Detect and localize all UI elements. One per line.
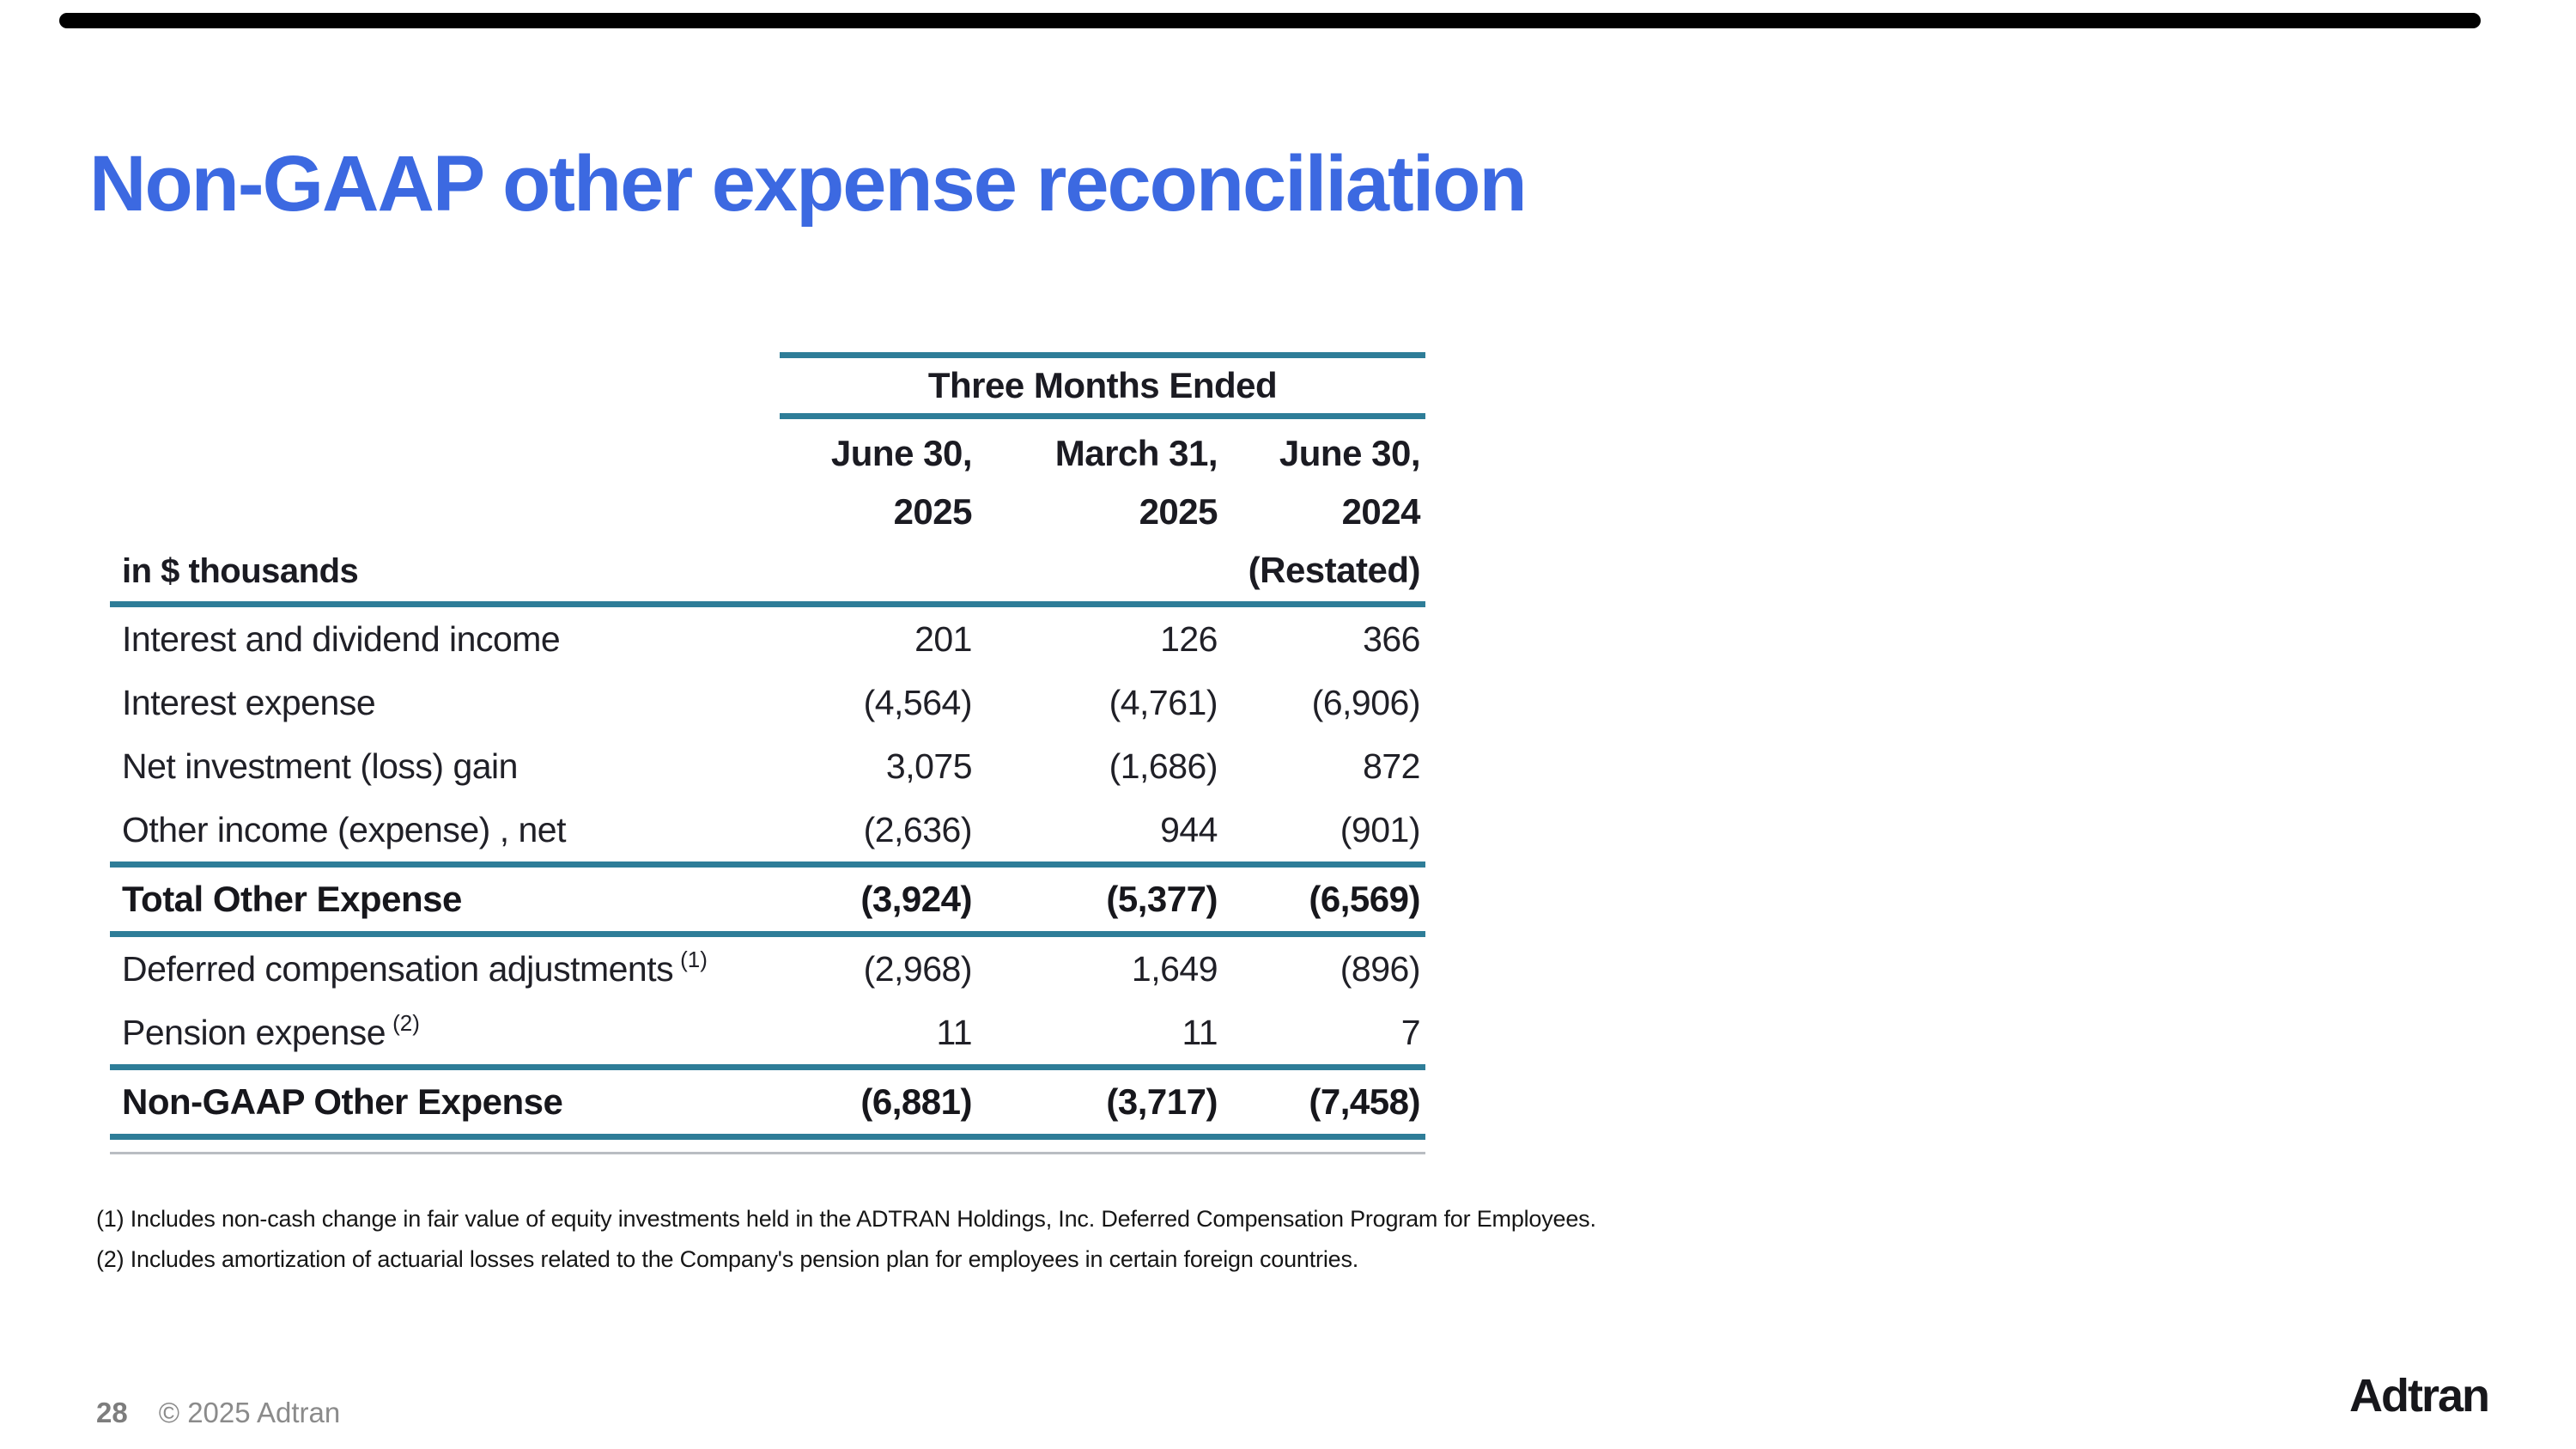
row-label-text: Other income (expense) , net xyxy=(122,809,566,849)
cell-value: (4,761) xyxy=(1109,682,1218,722)
cell-value: 11 xyxy=(936,1012,972,1052)
row-label xyxy=(110,946,780,989)
table-row xyxy=(110,1070,1425,1134)
row-label xyxy=(110,746,780,787)
divider xyxy=(780,413,1425,419)
cell-value: (901) xyxy=(1340,809,1420,849)
table-row xyxy=(110,1001,1425,1064)
column-header-line: (Restated) xyxy=(1248,550,1420,590)
column-header-line: June 30, xyxy=(830,433,972,473)
cell-value: (896) xyxy=(1340,948,1420,989)
copyright-text: © 2025 Adtran xyxy=(158,1397,341,1428)
cell-value: 7 xyxy=(1400,1012,1420,1052)
column-header-line: 2025 xyxy=(893,491,972,532)
divider xyxy=(110,601,1425,607)
footnote-2: (2) Includes amortization of actuarial losses related to the Company's pension plan for employees in certain foreign countries. xyxy=(96,1246,1359,1272)
divider xyxy=(110,931,1425,937)
cell-value: (2,968) xyxy=(863,948,972,989)
row-label xyxy=(110,1009,780,1053)
top-bar xyxy=(59,13,2481,28)
cell-value: (1,686) xyxy=(1109,746,1218,786)
table-row xyxy=(110,671,1425,734)
page-number: 28 xyxy=(96,1397,128,1428)
column-header-line xyxy=(780,541,972,600)
cell-value: (5,377) xyxy=(1106,879,1218,919)
row-label-text: Pension expense xyxy=(122,1012,386,1052)
footnote-marker: (1) xyxy=(680,946,708,972)
footnote-marker: (2) xyxy=(392,1009,420,1036)
slide-footer xyxy=(96,1397,340,1429)
column-header-line: June 30, xyxy=(1279,433,1420,473)
cell-value: (6,906) xyxy=(1311,682,1420,722)
table-row xyxy=(110,607,1425,671)
cell-value: 1,649 xyxy=(1131,948,1218,989)
row-label xyxy=(110,683,780,723)
cell-value: 366 xyxy=(1363,618,1420,659)
row-label xyxy=(110,810,780,850)
divider xyxy=(110,1064,1425,1070)
cell-value: (3,924) xyxy=(860,879,972,919)
table-row xyxy=(110,734,1425,798)
row-label-text: Net investment (loss) gain xyxy=(122,746,518,786)
column-header-line xyxy=(977,541,1218,600)
column-header-line: March 31, xyxy=(1054,433,1218,473)
column-header-line: 2024 xyxy=(1341,491,1420,532)
reconciliation-table xyxy=(110,352,1425,1154)
table-header-row xyxy=(110,419,1425,601)
cell-value: (6,569) xyxy=(1309,879,1420,919)
footnote-1: (1) Includes non-cash change in fair value of equity investments held in the ADTRAN Holdings, Inc. Deferred Compensation Program for Employees. xyxy=(96,1206,1596,1232)
cell-value: 11 xyxy=(1182,1012,1218,1052)
row-label-text: Deferred compensation adjustments xyxy=(122,948,674,989)
row-label xyxy=(110,879,780,920)
table-row xyxy=(110,937,1425,1001)
cell-value: (7,458) xyxy=(1309,1081,1420,1122)
row-label xyxy=(110,619,780,660)
row-label-text: Interest expense xyxy=(122,682,376,722)
table-row xyxy=(110,798,1425,861)
cell-value: (3,717) xyxy=(1106,1081,1218,1122)
cell-value: (2,636) xyxy=(863,809,972,849)
table-span-header: Three Months Ended xyxy=(927,365,1278,405)
row-label xyxy=(110,1081,780,1123)
table-column-header xyxy=(1223,419,1425,600)
cell-value: 3,075 xyxy=(885,746,972,786)
row-label-text: Total Other Expense xyxy=(122,879,462,919)
cell-value: 944 xyxy=(1160,809,1218,849)
divider xyxy=(110,1152,1425,1154)
table-body xyxy=(110,607,1425,1154)
divider xyxy=(110,1134,1425,1140)
divider xyxy=(110,861,1425,868)
cell-value: (4,564) xyxy=(863,682,972,722)
row-label-text: Non-GAAP Other Expense xyxy=(122,1081,563,1122)
table-column-header xyxy=(977,419,1223,600)
table-row xyxy=(110,868,1425,931)
column-header-line: 2025 xyxy=(1139,491,1218,532)
adtran-logo: Adtran xyxy=(2349,1370,2488,1422)
table-column-header xyxy=(780,419,977,600)
page-title: Non-GAAP other expense reconciliation xyxy=(89,140,1526,228)
cell-value: 201 xyxy=(914,618,972,659)
cell-value: 126 xyxy=(1160,618,1218,659)
footnotes xyxy=(96,1206,1596,1287)
unit-label: in $ thousands xyxy=(122,552,359,590)
divider xyxy=(780,352,1425,358)
row-label-text: Interest and dividend income xyxy=(122,618,561,659)
cell-value: 872 xyxy=(1363,746,1420,786)
cell-value: (6,881) xyxy=(860,1081,972,1122)
